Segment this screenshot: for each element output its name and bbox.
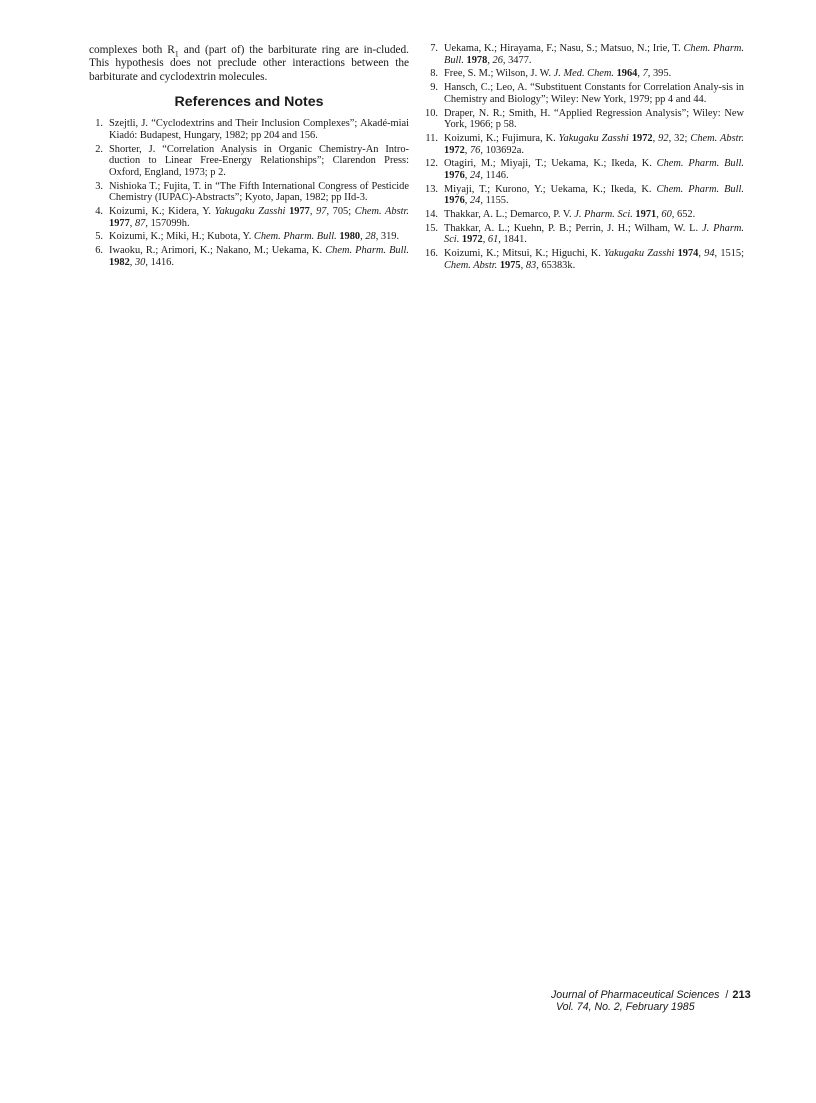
section-heading: References and Notes [174,94,324,111]
reference-text-part: , 103692a. [480,144,524,156]
reference-list-left [89,118,409,268]
body-text-part: complexes both R [89,44,175,56]
italic-text: 26 [492,54,503,66]
italic-text: Yakugaku Zasshi [558,132,629,144]
italic-text: 60 [661,209,672,221]
reference-text [444,223,744,246]
bold-text: 1980 [339,231,361,243]
reference-text-part: , 705; [326,205,355,217]
reference-text [444,209,695,220]
reference-text [109,118,409,141]
footer-separator: / [725,989,729,1001]
reference-number: 16. [425,248,438,260]
reference-item [424,82,744,105]
reference-text-part: , [129,256,135,268]
reference-text-part: Free, S. M.; Wilson, J. W. [444,68,554,80]
reference-text-part: , 32; [668,132,691,144]
reference-number: 14. [425,209,438,221]
reference-number: 5. [95,231,103,243]
reference-number: 13. [425,183,438,195]
reference-item [424,108,744,131]
reference-text [109,181,409,204]
reference-text-part: Koizumi, K.; Mitsui, K.; Higuchi, K. [444,248,604,260]
reference-text-part: Miyaji, T.; Kurono, Y.; Uekama, K.; Ikeda, K. [444,183,657,195]
reference-item [89,231,409,243]
reference-text-part: Thakkar, A. L.; Demarco, P. V. [444,209,575,221]
reference-item [424,184,744,207]
reference-text-part: Koizumi, K.; Fujimura, K. [444,132,559,144]
bold-text: 1982 [109,256,130,268]
reference-text [444,248,744,271]
reference-text-part: , 65383k. [536,259,576,271]
reference-item [424,43,744,66]
bold-text: 1976 [444,169,465,181]
reference-text [444,108,744,131]
italic-text: 28 [365,231,376,243]
reference-number: 3. [95,180,103,192]
italic-text: Chem. Pharm. Bull. [253,231,337,243]
italic-text: J. Pharm. Sci. [574,209,633,221]
reference-number: 4. [95,205,103,217]
reference-number: 9. [430,82,438,94]
bold-text: 1972 [444,144,465,156]
journal-issue: Vol. 74, No. 2, February 1985 [556,1001,695,1014]
reference-number: 8. [430,68,438,80]
bold-text: 1977 [109,217,130,229]
italic-text: Chem. Abstr. [354,205,409,217]
reference-item [424,133,744,156]
page-footer [551,989,751,1014]
italic-text: 7 [642,68,648,80]
reference-text [109,231,399,242]
reference-text [444,133,744,156]
reference-text-part: , 319. [375,231,400,243]
reference-text-part: Hansch, C.; Leo, A. “Substituent Constants for Correlation Analy-sis in Chemistry and Biology”; Wiley: New York, 1979; pp 4 and 44. [444,82,744,105]
page-number: 213 [732,989,751,1001]
italic-text: J. Pharm. Sci. [444,222,744,246]
reference-text-part: , [698,248,705,260]
italic-text: 92 [658,132,669,144]
italic-text: Chem. Pharm. Bull. [656,183,744,195]
reference-number: 1. [95,118,103,130]
reference-text-part: , [656,209,662,221]
subscript: 1 [174,49,179,59]
reference-text [444,158,744,181]
reference-text-part: , 1416. [145,256,174,268]
reference-text-part: , [652,132,659,144]
reference-text-part: , [482,234,488,246]
italic-text: 83 [525,259,537,271]
reference-text-part: , 652. [671,209,696,221]
reference-text-part: , 395. [647,68,672,80]
reference-number: 12. [425,158,438,170]
reference-item [424,158,744,181]
bold-text: 1976 [444,195,465,207]
reference-text [444,82,744,105]
left-column [89,44,409,270]
journal-name: Journal of Pharmaceutical Sciences [551,989,720,1001]
reference-text-part: , 157099h. [145,217,190,229]
italic-text: Chem. Pharm. Bull. [656,158,744,170]
reference-item [89,118,409,141]
italic-text: 76 [469,144,481,156]
reference-number: 10. [425,107,438,119]
reference-text-part: , [464,195,470,207]
italic-text: 24 [469,169,481,181]
right-column [424,43,744,274]
reference-item [424,248,744,271]
reference-text [444,43,744,66]
reference-text-part: , [129,217,135,229]
italic-text: Chem. Abstr. [690,132,744,144]
italic-text: Yakugaku Zasshi [214,205,286,217]
bold-text: 1972 [461,234,483,246]
italic-text: J. Med. Chem. [553,68,614,80]
reference-item [89,206,409,229]
italic-text: Chem. Pharm. Bull. [325,245,409,257]
reference-number: 15. [425,222,438,234]
reference-text-part: , [464,169,470,181]
italic-text: Chem. Abstr. [444,259,498,271]
body-text-part: and (part of) the barbiturate ring are in-cluded. This hypothesis does not preclude other interactions between the barbiturate and cyclodextrin molecules. [89,44,409,83]
reference-text-part: , 1515; [714,248,744,260]
bold-text: 1971 [635,209,657,221]
reference-text-part: Shorter, J. “Correlation Analysis in Organic Chemistry-An Intro-duction to Linear Free-Energy Relationships”; Clarendon Press: Oxford, England, 1973; p 2. [109,143,409,178]
reference-number: 6. [95,245,103,257]
italic-text: Chem. Pharm. Bull. [444,43,744,66]
reference-item [424,223,744,246]
reference-text-part: , [464,144,470,156]
reference-text-part: Draper, N. R.; Smith, H. “Applied Regression Analysis”; Wiley: New York, 1966; p 58. [444,107,744,131]
reference-text-part: Iwaoku, R.; Arimori, K.; Nakano, M.; Uekama, K. [109,245,326,257]
reference-text-part: , [360,231,366,243]
reference-list-right [424,43,744,271]
bold-text: 1978 [466,54,488,66]
reference-number: 2. [95,143,103,155]
footer-journal-line [551,989,751,1001]
body-paragraph [89,44,409,84]
reference-item [89,144,409,179]
reference-text [109,245,409,268]
reference-item [89,245,409,268]
reference-text [444,68,671,79]
reference-text [444,184,744,207]
italic-text: 24 [469,195,481,207]
italic-text: 30 [134,256,146,268]
bold-text: 1964 [616,68,638,80]
reference-text-part: Szejtli, J. “Cyclodextrins and Their Inclusion Complexes”; Akadé-miai Kiadó: Budapest, Hungary, 1982; pp 204 and 156. [109,118,409,141]
italic-text: 97 [316,205,327,217]
reference-text-part: Nishioka T.; Fujita, T. in “The Fifth International Congress of Pesticide Chemistry (IUPAC)-Abstracts”; Kyoto, Japan, 1982; pp IId-3. [109,180,409,204]
reference-text-part: , [487,54,493,66]
italic-text: 87 [134,217,146,229]
reference-text-part: Thakkar, A. L.; Kuehn, P. B.; Perrin, J. H.; Wilham, W. L. [444,222,703,234]
italic-text: Yakugaku Zasshi [604,248,675,260]
reference-text-part: , [309,205,317,217]
italic-text: 94 [704,248,715,260]
reference-number: 7. [430,43,438,54]
italic-text: 61 [487,234,499,246]
bold-text: 1972 [631,132,653,144]
reference-text-part: Koizumi, K.; Kidera, Y. [109,205,215,217]
reference-text-part: , 1146. [480,169,509,181]
reference-text-part: , 1155. [480,195,509,207]
reference-text-part: Otagiri, M.; Miyaji, T.; Uekama, K.; Ikeda, K. [444,158,657,170]
reference-text-part: , [637,68,643,80]
reference-text [109,206,409,229]
reference-text-part: , [520,259,526,271]
bold-text: 1977 [289,205,310,217]
reference-text-part: Uekama, K.; Hirayama, F.; Nasu, S.; Matsuo, N.; Irie, T. [444,43,684,54]
reference-text [109,144,409,178]
reference-text-part: Koizumi, K.; Miki, H.; Kubota, Y. [109,231,254,243]
reference-text-part: , 3477. [502,54,532,66]
reference-item [424,68,744,80]
reference-text-part: , 1841. [498,234,527,246]
bold-text: 1974 [677,248,699,260]
reference-item [89,181,409,204]
bold-text: 1975 [499,259,521,271]
reference-item [424,209,744,221]
reference-number: 11. [425,132,438,144]
